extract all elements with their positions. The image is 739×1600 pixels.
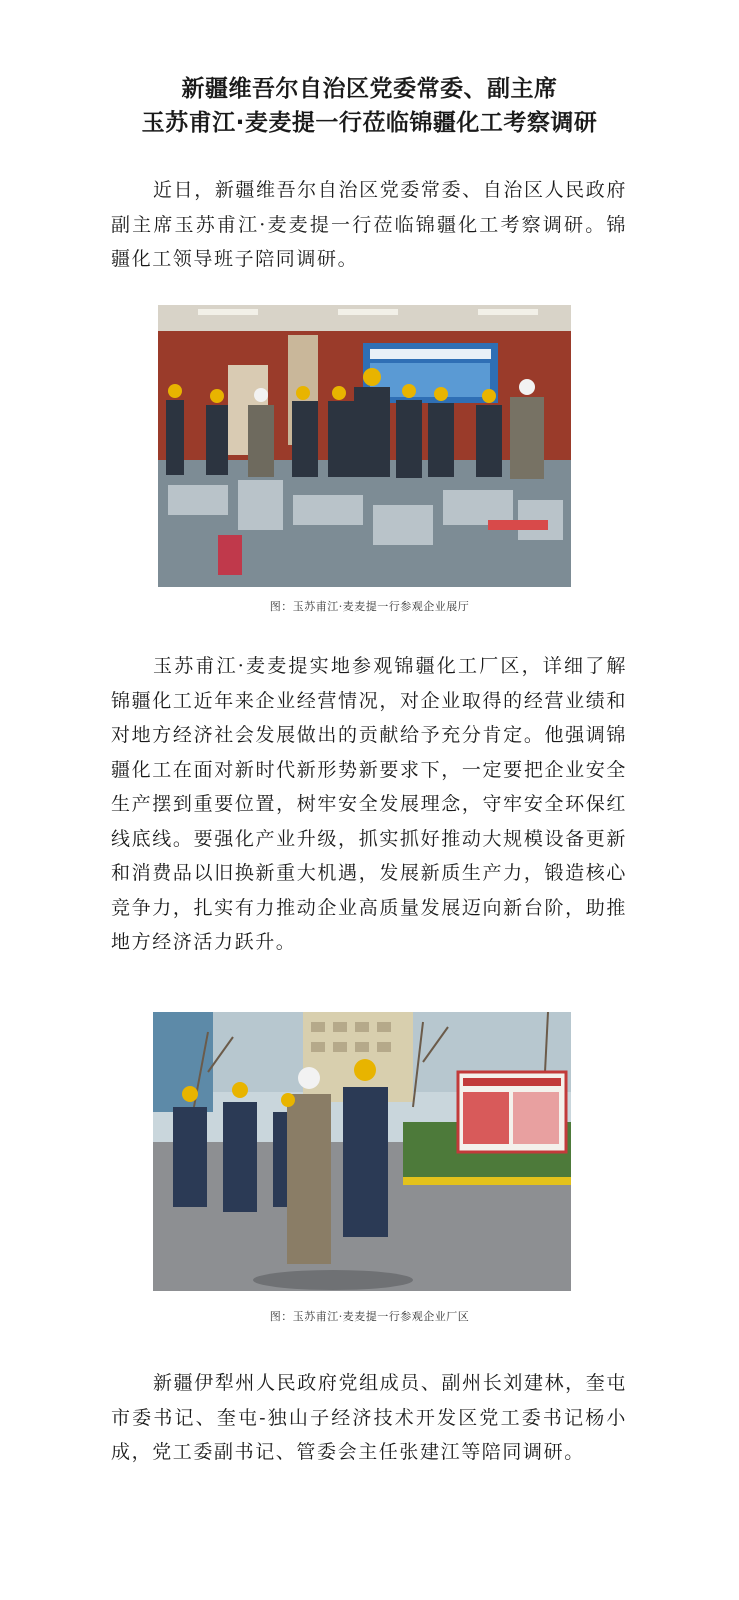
- paragraph-inspection: 玉苏甫江·麦麦提实地参观锦疆化工厂区，详细了解锦疆化工近年来企业经营情况，对企业取得的经营业绩和对地方经济社会发展做出的贡献给予充分肯定。他强调锦疆化工在面对新时代新形势新要求下，一定要把企业安全生产摆到重要位置，树牢安全发展理念，守牢安全环保红线底线。要强化产业升级，抓实抓好推动大规模设备更新和消费品以旧换新重大机遇，发展新质生产力，锻造核心竞争力，扎实有力推动企业高质量发展迈向新台阶，助推地方经济活力跃升。: [111, 655, 627, 953]
- caption-exhibition-hall: 图：玉苏甫江·麦麦提一行参观企业展厅: [269, 600, 470, 613]
- article-title-line1: 新疆维吾尔自治区党委常委、副主席: [181, 76, 558, 102]
- article-title-line2: 玉苏甫江·麦麦提一行莅临锦疆化工考察调研: [141, 110, 598, 136]
- photo-exhibition-hall: [158, 305, 571, 587]
- photo-factory-area: [153, 1012, 571, 1291]
- paragraph-intro: 近日，新疆维吾尔自治区党委常委、自治区人民政府副主席玉苏甫江·麦麦提一行莅临锦疆化工考察调研。锦疆化工领导班子陪同调研。: [111, 179, 627, 270]
- caption-factory-area: 图：玉苏甫江·麦麦提一行参观企业厂区: [269, 1310, 470, 1323]
- paragraph-accompanying-officials: 新疆伊犁州人民政府党组成员、副州长刘建林，奎屯市委书记、奎屯-独山子经济技术开发区党工委书记杨小成，党工委副书记、管委会主任张建江等陪同调研。: [111, 1372, 627, 1463]
